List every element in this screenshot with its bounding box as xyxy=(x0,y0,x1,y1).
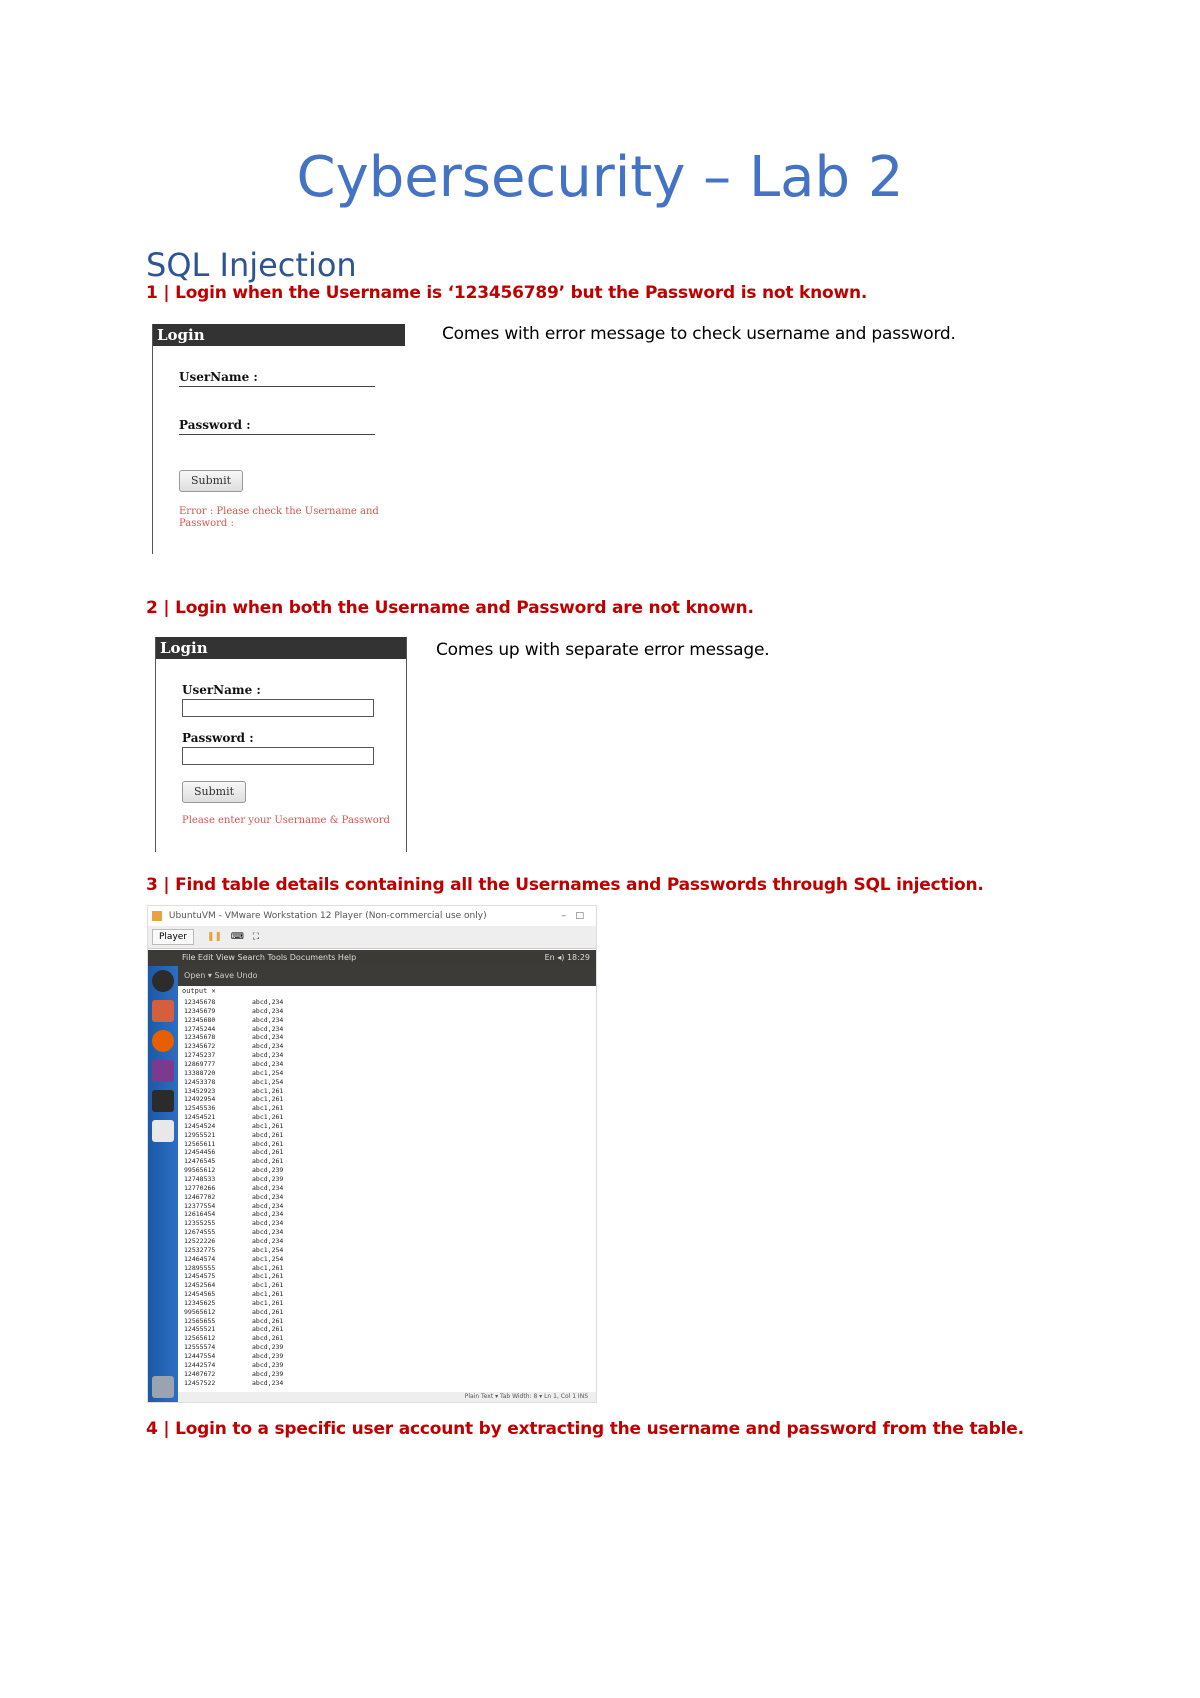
table-row xyxy=(184,1264,283,1272)
password-cell: abcd,261 xyxy=(252,1157,284,1166)
password-cell: abc1,254 xyxy=(252,1068,284,1077)
password-cell: abcd,239 xyxy=(252,1360,284,1369)
username-field xyxy=(182,699,374,717)
table-row xyxy=(184,1308,283,1316)
username-cell: 12555574 xyxy=(184,1343,216,1352)
table-row xyxy=(184,1113,283,1121)
username-cell: 12748533 xyxy=(184,1175,216,1183)
username-cell: 12345680 xyxy=(184,1015,216,1024)
table-row xyxy=(184,1361,283,1369)
password-cell: abcd,239 xyxy=(252,1166,284,1175)
table-row xyxy=(184,1255,283,1263)
password-cell: abcd,239 xyxy=(252,1352,284,1360)
password-cell: abcd,261 xyxy=(252,1307,284,1316)
password-cell: abcd,234 xyxy=(252,1192,284,1201)
login-header: Login xyxy=(153,324,405,346)
table-row xyxy=(184,1317,283,1325)
vm-window-title: UbuntuVM - VMware Workstation 12 Player (Non-commercial use only) xyxy=(168,911,487,921)
table-row xyxy=(184,1069,283,1077)
vmware-icon xyxy=(152,911,162,921)
password-cell: abcd,261 xyxy=(252,1316,284,1325)
username-cell: 12565655 xyxy=(184,1316,216,1325)
username-cell: 12532775 xyxy=(184,1245,216,1254)
task-4-heading: 4 | Login to a specific user account by extracting the username and password from the table. xyxy=(146,1419,1024,1439)
username-cell: 12616454 xyxy=(184,1210,216,1219)
password-cell: abcd,234 xyxy=(252,1059,284,1068)
table-row xyxy=(184,1281,283,1289)
player-menu: Player xyxy=(152,929,194,945)
password-field xyxy=(182,747,374,765)
username-cell: 12457522 xyxy=(184,1378,216,1387)
table-row xyxy=(184,1078,283,1086)
terminal-icon xyxy=(152,1090,174,1112)
username-cell: 13388720 xyxy=(184,1068,216,1077)
password-cell: abc1,261 xyxy=(252,1298,284,1307)
password-cell: abcd,234 xyxy=(252,1051,284,1060)
table-row xyxy=(184,1219,283,1227)
password-cell: abc1,261 xyxy=(252,1113,284,1122)
password-label: Password : xyxy=(179,418,251,432)
table-row xyxy=(184,1042,283,1050)
username-cell: 12454565 xyxy=(184,1290,216,1299)
table-row xyxy=(184,1122,283,1130)
password-cell: abc1,261 xyxy=(252,1281,284,1290)
table-row xyxy=(184,1016,283,1024)
firefox-icon xyxy=(152,1030,174,1052)
table-row xyxy=(184,1157,283,1165)
text-editor-icon xyxy=(152,1120,174,1142)
username-cell: 12442574 xyxy=(184,1360,216,1369)
fullscreen-icon: ⛶ xyxy=(252,932,260,942)
password-field xyxy=(179,434,375,435)
username-cell: 12476545 xyxy=(184,1157,216,1166)
password-cell: abcd,261 xyxy=(252,1325,284,1334)
password-cell: abcd,261 xyxy=(252,1139,284,1148)
files-icon xyxy=(152,1000,174,1022)
task-1-heading: 1 | Login when the Username is ‘123456789’ but the Password is not known. xyxy=(146,283,868,303)
section-heading: SQL Injection xyxy=(146,246,357,284)
username-cell: 12522226 xyxy=(184,1236,216,1245)
task-2-note: Comes up with separate error message. xyxy=(436,640,770,660)
table-row xyxy=(184,1210,283,1218)
password-cell: abcd,234 xyxy=(252,1219,284,1228)
login-screenshot-1 xyxy=(152,324,405,554)
table-row xyxy=(184,1148,283,1156)
table-row xyxy=(184,998,283,1006)
password-cell: abcd,234 xyxy=(252,1201,284,1210)
table-row xyxy=(184,1007,283,1015)
table-row xyxy=(184,1051,283,1059)
password-cell: abcd,234 xyxy=(252,1378,284,1387)
username-cell: 12492954 xyxy=(184,1095,216,1104)
username-cell: 12447554 xyxy=(184,1352,216,1360)
minimize-icon: – xyxy=(561,911,566,921)
ubuntu-launcher xyxy=(148,966,178,1402)
table-row xyxy=(184,1193,283,1201)
username-label: UserName : xyxy=(179,370,258,384)
table-row xyxy=(184,1060,283,1068)
login-screenshot-2 xyxy=(155,637,407,852)
username-cell: 12745237 xyxy=(184,1051,216,1060)
table-row xyxy=(184,1104,283,1112)
vm-screenshot xyxy=(147,905,597,1403)
username-field xyxy=(179,386,375,387)
username-cell: 12454524 xyxy=(184,1121,216,1130)
gedit-text-area xyxy=(178,986,596,1392)
username-cell: 12455521 xyxy=(184,1325,216,1334)
password-cell: abc1,261 xyxy=(252,1095,284,1104)
password-cell: abcd,234 xyxy=(252,1210,284,1219)
username-cell: 12345625 xyxy=(184,1298,216,1307)
trash-icon xyxy=(152,1376,174,1398)
table-row xyxy=(184,1237,283,1245)
table-row xyxy=(184,1299,283,1307)
table-row xyxy=(184,1272,283,1280)
table-row xyxy=(184,1352,283,1360)
table-row xyxy=(184,1379,283,1387)
password-cell: abc1,254 xyxy=(252,1245,284,1254)
gedit-statusbar: Plain Text ▾ Tab Width: 8 ▾ Ln 1, Col 1 INS xyxy=(178,1392,596,1402)
password-cell: abcd,234 xyxy=(252,1024,284,1033)
username-cell: 99565612 xyxy=(184,1307,216,1316)
username-cell: 12464574 xyxy=(184,1254,216,1263)
table-row xyxy=(184,1131,283,1139)
password-cell: abcd,261 xyxy=(252,1334,284,1343)
username-cell: 12545536 xyxy=(184,1104,216,1113)
gedit-menubar: File Edit View Search Tools Documents Help En ◂) 18:29 xyxy=(148,950,596,966)
document-title: Cybersecurity – Lab 2 xyxy=(296,145,904,210)
username-cell: 12454456 xyxy=(184,1148,216,1157)
password-cell: abc1,254 xyxy=(252,1254,284,1263)
software-center-icon xyxy=(152,1060,174,1082)
username-cell: 12869777 xyxy=(184,1059,216,1068)
username-cell: 12454521 xyxy=(184,1113,216,1122)
vm-player-toolbar xyxy=(148,926,596,949)
table-row xyxy=(184,1334,283,1342)
password-cell: abc1,261 xyxy=(252,1263,284,1272)
username-cell: 12345679 xyxy=(184,1006,216,1015)
password-cell: abcd,234 xyxy=(252,1183,284,1192)
username-cell: 12955521 xyxy=(184,1130,216,1139)
password-cell: abcd,239 xyxy=(252,1369,284,1378)
editor-tab: output ✕ xyxy=(182,987,216,995)
login-header: Login xyxy=(156,637,406,659)
table-row xyxy=(184,1202,283,1210)
vm-window-titlebar xyxy=(148,906,596,926)
username-cell: 12895555 xyxy=(184,1263,216,1272)
username-cell: 12745244 xyxy=(184,1024,216,1033)
password-cell: abc1,254 xyxy=(252,1077,284,1086)
table-row xyxy=(184,1343,283,1351)
password-cell: abc1,261 xyxy=(252,1104,284,1113)
system-clock: En ◂) 18:29 xyxy=(544,953,590,962)
password-cell: abcd,234 xyxy=(252,1228,284,1237)
username-cell: 12377554 xyxy=(184,1201,216,1210)
table-row xyxy=(184,1325,283,1333)
password-cell: abcd,261 xyxy=(252,1130,284,1139)
username-cell: 12452564 xyxy=(184,1281,216,1290)
ubuntu-dash-icon xyxy=(152,970,174,992)
task-2-heading: 2 | Login when both the Username and Password are not known. xyxy=(146,598,754,618)
table-row xyxy=(184,1025,283,1033)
username-label: UserName : xyxy=(182,683,261,697)
password-cell: abcd,234 xyxy=(252,1236,284,1245)
submit-button: Submit xyxy=(182,781,246,803)
table-row xyxy=(184,1166,283,1174)
username-cell: 99565612 xyxy=(184,1166,216,1175)
table-row xyxy=(184,1175,283,1183)
table-row xyxy=(184,1095,283,1103)
pause-icon: ❚❚ xyxy=(206,932,222,942)
username-cell: 13452923 xyxy=(184,1086,216,1095)
username-cell: 12467702 xyxy=(184,1192,216,1201)
username-cell: 12770266 xyxy=(184,1183,216,1192)
gedit-toolbar: Open ▾ Save Undo xyxy=(178,966,596,986)
send-ctrl-alt-del-icon: ⌨ xyxy=(230,932,244,942)
table-row xyxy=(184,1290,283,1298)
password-cell: abcd,239 xyxy=(252,1343,284,1352)
table-row xyxy=(184,1140,283,1148)
password-cell: abcd,234 xyxy=(252,998,284,1006)
username-cell: 12674555 xyxy=(184,1228,216,1237)
table-row xyxy=(184,1228,283,1236)
username-cell: 12355255 xyxy=(184,1219,216,1228)
password-cell: abc1,261 xyxy=(252,1121,284,1130)
task-3-heading: 3 | Find table details containing all the Usernames and Passwords through SQL injection. xyxy=(146,875,984,895)
password-cell: abcd,234 xyxy=(252,1042,284,1051)
username-cell: 12453378 xyxy=(184,1077,216,1086)
password-cell: abcd,234 xyxy=(252,1033,284,1042)
username-cell: 12345678 xyxy=(184,998,216,1006)
username-cell: 12565612 xyxy=(184,1334,216,1343)
username-cell: 12407672 xyxy=(184,1369,216,1378)
username-cell: 12345678 xyxy=(184,1033,216,1042)
error-message: Error : Please check the Username and Password : xyxy=(179,506,379,529)
password-cell: abc1,261 xyxy=(252,1272,284,1281)
password-cell: abcd,239 xyxy=(252,1175,284,1183)
error-message: Please enter your Username & Password xyxy=(182,815,390,826)
table-row xyxy=(184,1087,283,1095)
password-label: Password : xyxy=(182,731,254,745)
submit-button: Submit xyxy=(179,470,243,492)
table-row xyxy=(184,1370,283,1378)
maximize-icon: □ xyxy=(575,911,584,921)
table-row xyxy=(184,1184,283,1192)
username-cell: 12454575 xyxy=(184,1272,216,1281)
password-cell: abcd,261 xyxy=(252,1148,284,1157)
table-row xyxy=(184,1033,283,1041)
password-cell: abcd,234 xyxy=(252,1006,284,1015)
table-row xyxy=(184,1246,283,1254)
username-cell: 12345672 xyxy=(184,1042,216,1051)
password-cell: abc1,261 xyxy=(252,1290,284,1299)
task-1-note: Comes with error message to check username and password. xyxy=(442,324,956,344)
password-cell: abc1,261 xyxy=(252,1086,284,1095)
username-cell: 12565611 xyxy=(184,1139,216,1148)
password-cell: abcd,234 xyxy=(252,1015,284,1024)
